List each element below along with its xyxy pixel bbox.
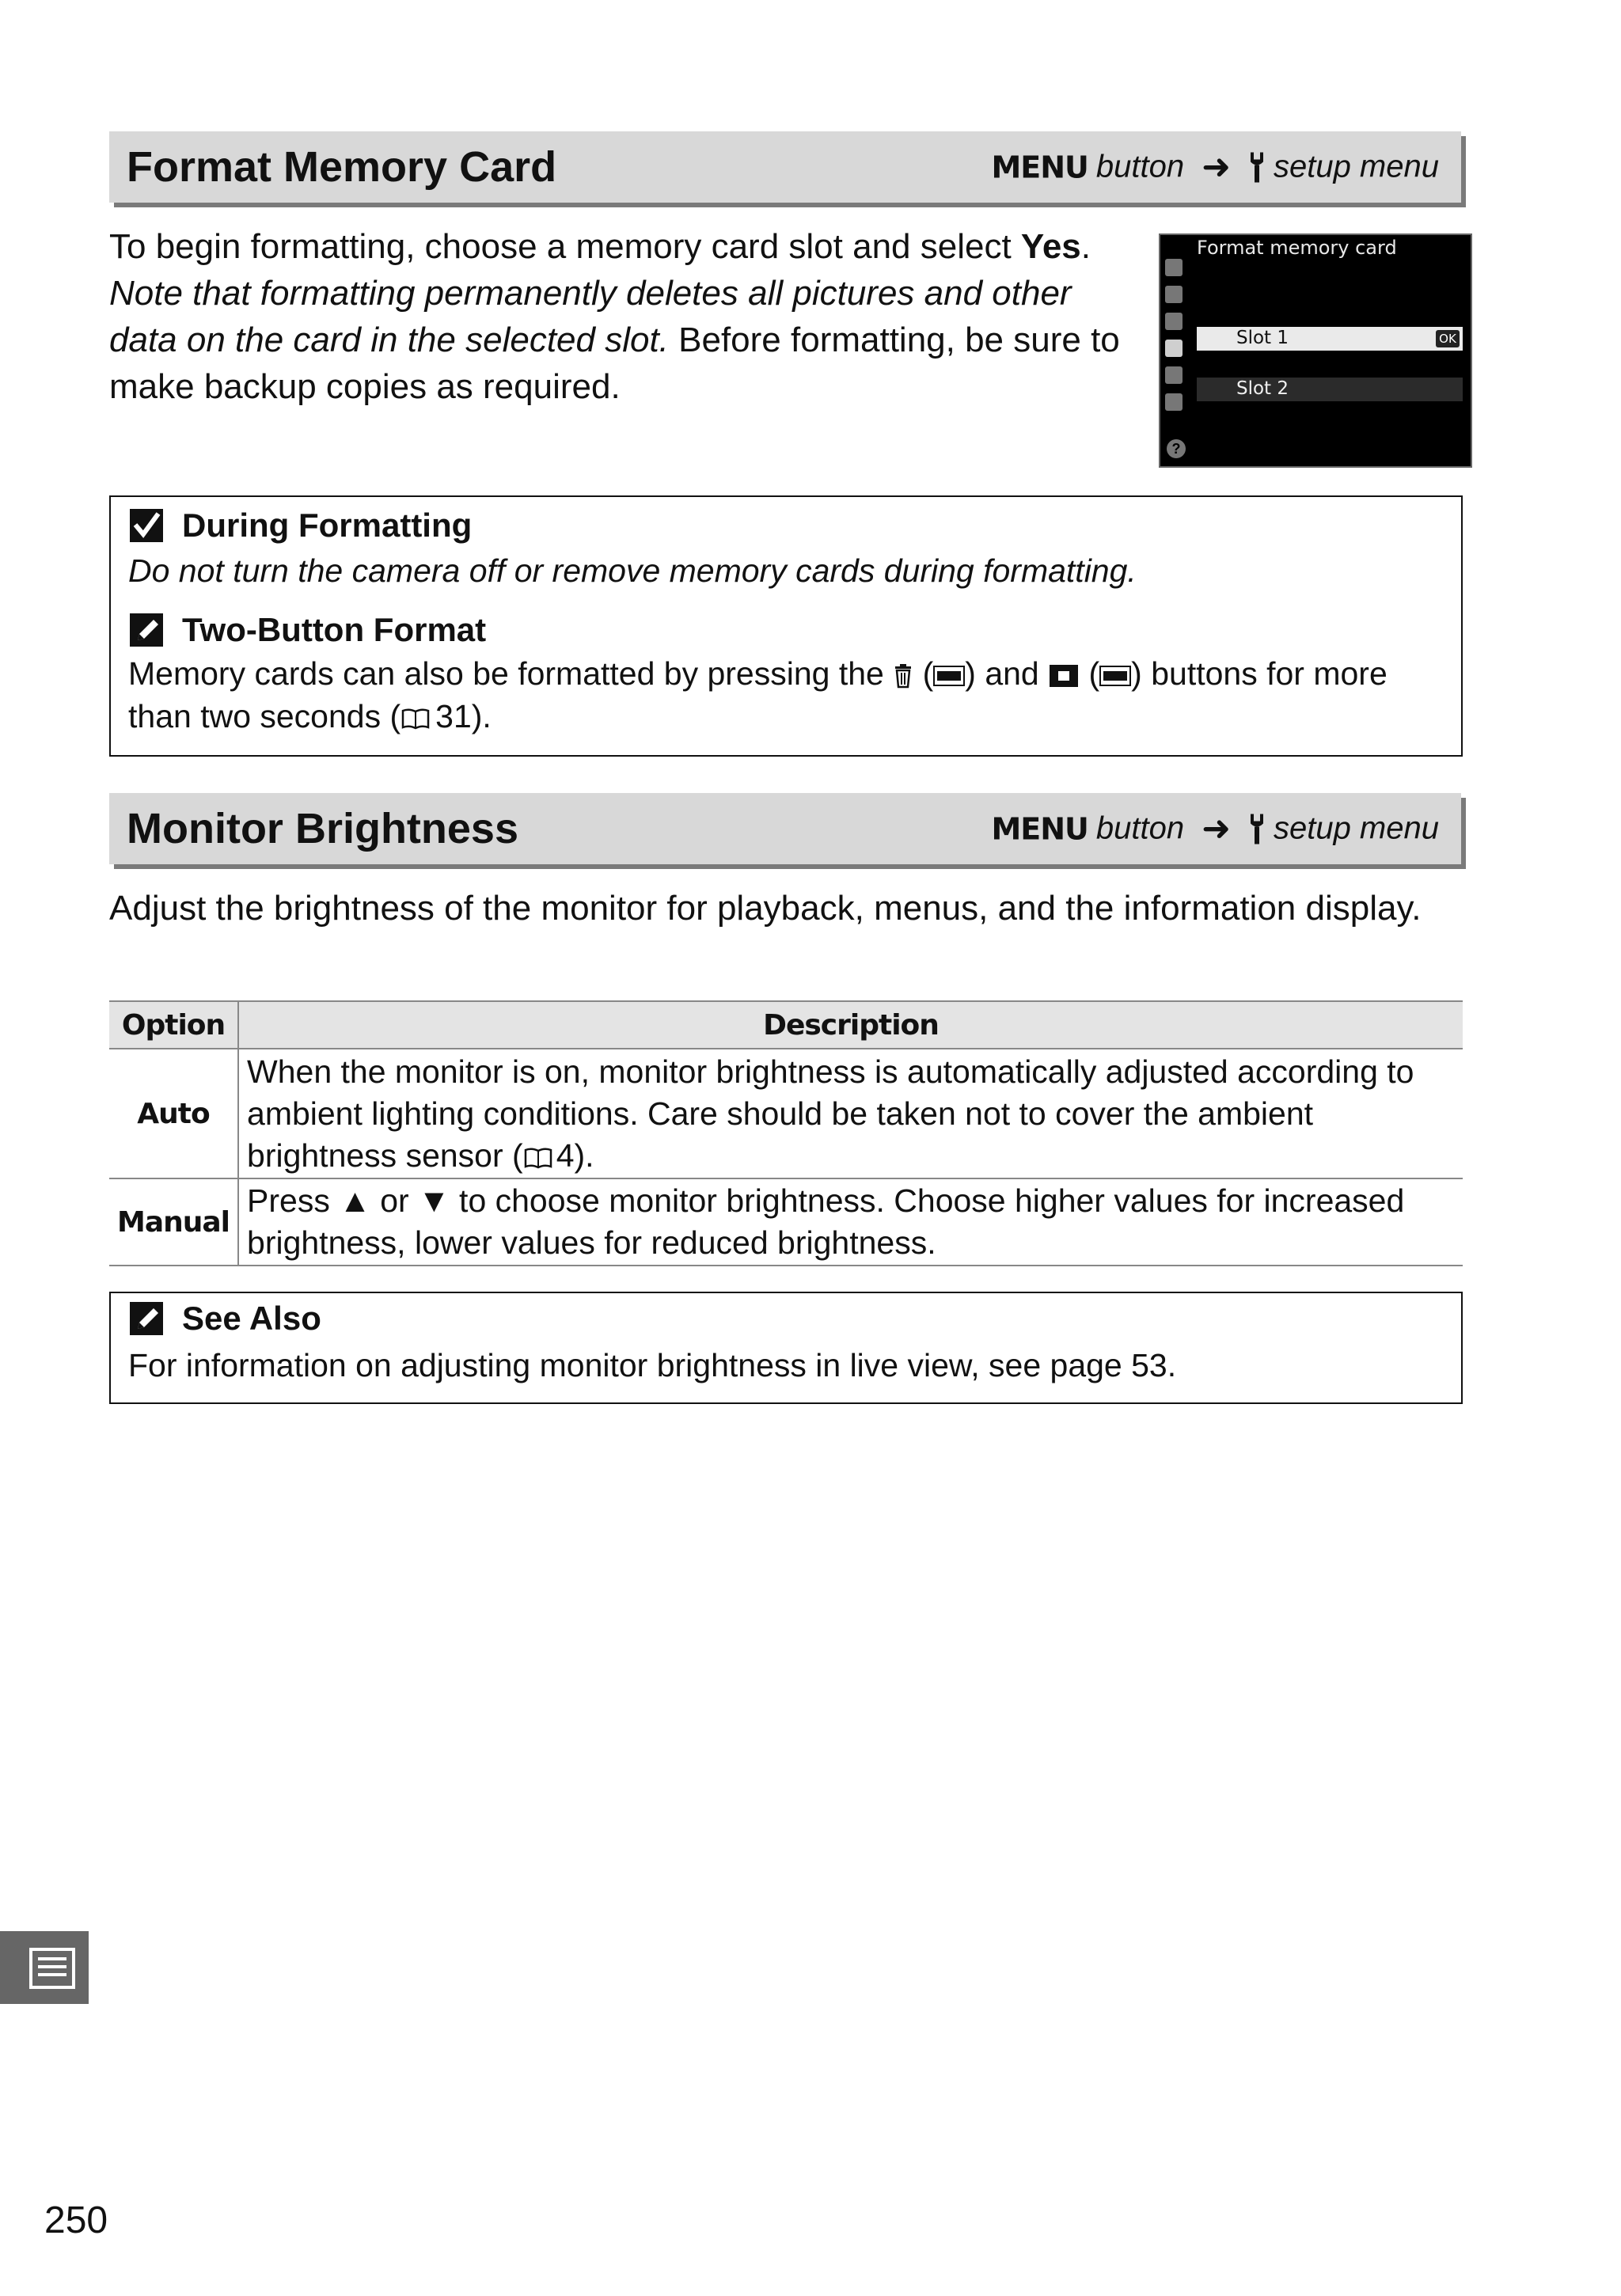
slot-1-option[interactable]: Slot 1 OK <box>1197 327 1463 351</box>
note-heading-two-button-format: Two-Button Format <box>128 611 486 649</box>
delete-button-icon <box>893 663 913 689</box>
section-title: Format Memory Card <box>127 143 557 191</box>
table-row <box>109 1178 1463 1266</box>
section-header-format-memory-card <box>109 131 1461 203</box>
menu-path: MENU button ➜ setup menu <box>991 809 1439 848</box>
options-table <box>109 1000 1463 1266</box>
shooting-menu-icon <box>1165 286 1183 303</box>
my-menu-icon <box>1165 393 1183 411</box>
af-mode-button-icon <box>1048 663 1080 689</box>
caution-check-icon <box>128 507 165 544</box>
menu-button-label: MENU <box>991 811 1088 846</box>
option-manual-description: Press ▲ or ▼ to choose monitor brightness. Choose higher values for increased brightness, lower values for reduced brightness. <box>238 1178 1463 1266</box>
wrench-icon <box>1248 812 1266 845</box>
format-intro-paragraph: To begin formatting, choose a memory card slot and select Yes. Note that formatting permanently deletes all pictures and other data on the card in the selected slot. Before formatting, be sure to make backup copies as required. <box>109 227 1120 406</box>
menu-path: MENU button ➜ setup menu <box>991 147 1439 187</box>
section-header-monitor-brightness <box>109 793 1461 864</box>
note-text-during-formatting: Do not turn the camera off or remove memory cards during formatting. <box>128 552 1137 589</box>
option-auto: Auto <box>109 1049 238 1178</box>
note-text-two-button-format: Memory cards can also be formatted by pressing the ( ) and ( ) buttons for more than two seconds ( 31). <box>128 655 1388 734</box>
book-reference-icon <box>401 707 431 731</box>
note-pencil-icon <box>128 1300 165 1337</box>
notes-format-box <box>109 495 1463 757</box>
camera-screen-format-memory-card <box>1159 233 1472 468</box>
up-arrow-icon: ▲ <box>339 1182 371 1219</box>
down-arrow-icon: ▼ <box>418 1182 450 1219</box>
column-header-description: Description <box>238 1001 1463 1049</box>
wrench-icon <box>1248 150 1266 184</box>
see-also-box <box>109 1292 1463 1404</box>
menu-tab-icons <box>1165 249 1189 420</box>
column-header-option: Option <box>109 1001 238 1049</box>
see-also-heading: See Also <box>128 1300 321 1338</box>
menu-button-label: MENU <box>991 150 1088 184</box>
custom-settings-icon <box>1165 313 1183 330</box>
option-manual: Manual <box>109 1178 238 1266</box>
menu-list-icon <box>28 1947 76 1990</box>
page-number: 250 <box>44 2199 108 2241</box>
note-pencil-icon <box>128 612 165 648</box>
option-auto-description: When the monitor is on, monitor brightness is automatically adjusted according to ambient lighting conditions. Care should be taken not to cover the ambient brightness sensor ( 4). <box>238 1049 1463 1178</box>
slot-2-option[interactable]: Slot 2 <box>1197 378 1463 401</box>
playback-menu-icon <box>1165 259 1183 276</box>
format-warning: Note that formatting permanently deletes all pictures and other data on the card in the selected slot. <box>109 274 1072 359</box>
help-icon: ? <box>1167 439 1186 458</box>
arrow-icon: ➜ <box>1202 147 1231 187</box>
menu-guide-tab <box>0 1931 89 2004</box>
setup-menu-icon <box>1165 340 1183 357</box>
section-title: Monitor Brightness <box>127 805 518 852</box>
ok-icon: OK <box>1436 330 1460 347</box>
format-label-icon <box>933 664 965 688</box>
brightness-intro-paragraph: Adjust the brightness of the monitor for playback, menus, and the information display. <box>109 889 1422 928</box>
screen-title: Format memory card <box>1197 237 1397 259</box>
arrow-icon: ➜ <box>1202 809 1231 848</box>
table-header-row <box>109 1001 1463 1049</box>
book-reference-icon <box>523 1146 553 1170</box>
see-also-text: For information on adjusting monitor brightness in live view, see page 53. <box>128 1347 1177 1383</box>
retouch-menu-icon <box>1165 366 1183 384</box>
table-row <box>109 1049 1463 1178</box>
note-heading-during-formatting: During Formatting <box>128 507 472 545</box>
yes-option: Yes <box>1020 227 1081 266</box>
format-label-icon <box>1099 664 1131 688</box>
